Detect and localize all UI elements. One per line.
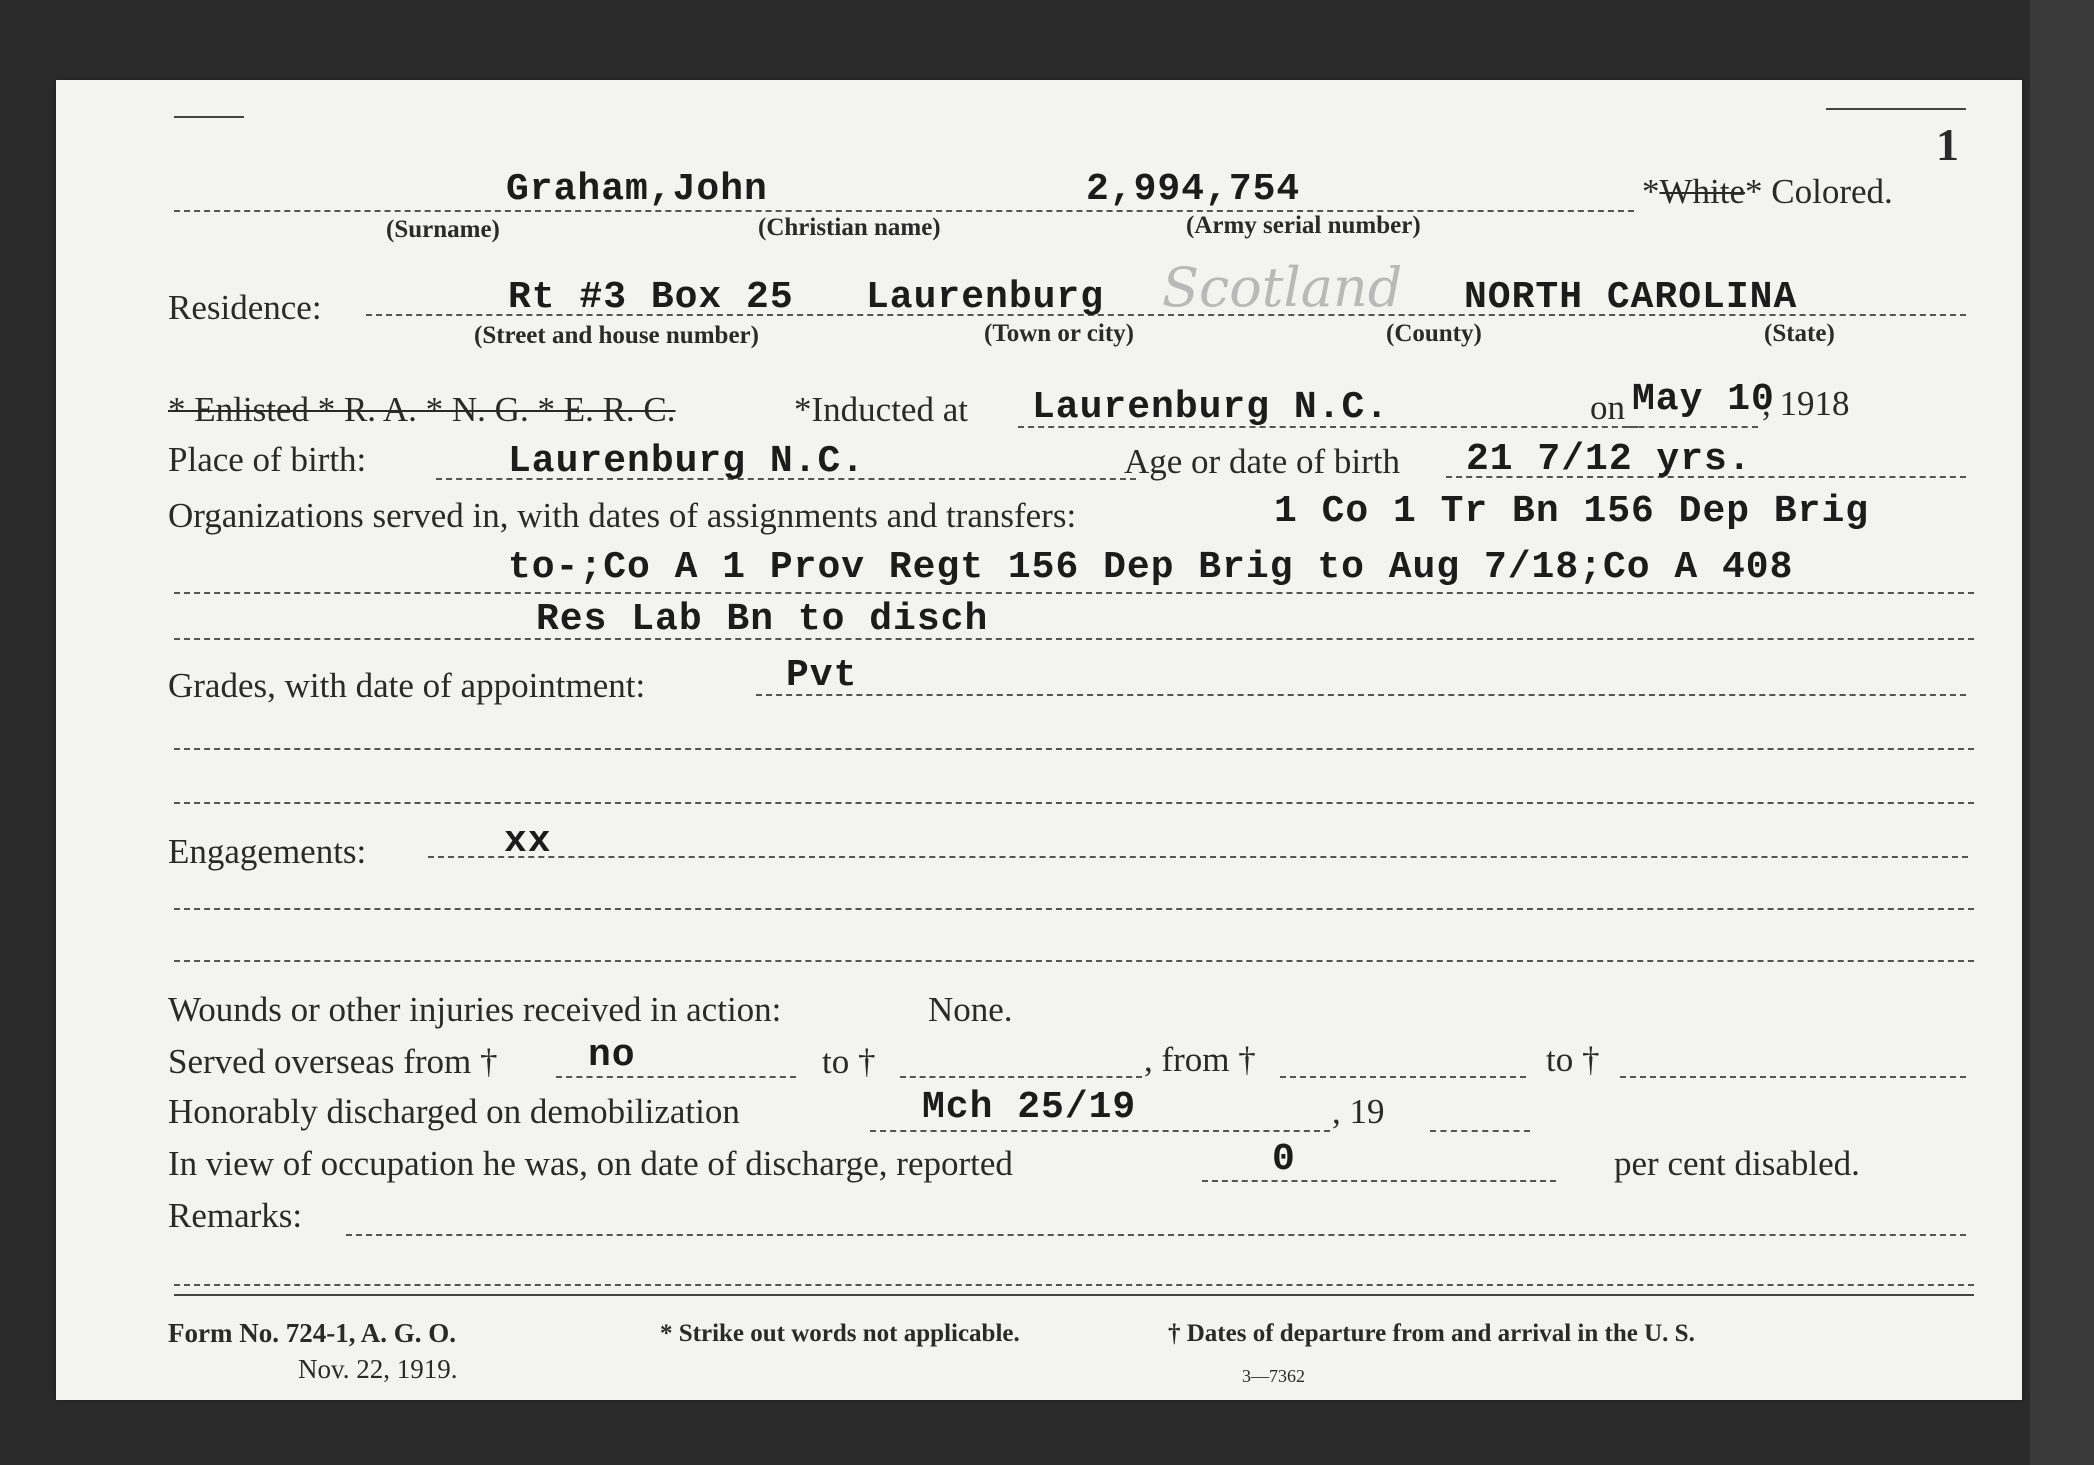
place-of-birth-value: Laurenburg N.C. [508,440,866,483]
county-handwritten-value: Scotland [1162,256,1403,319]
inducted-date-line [1628,426,1758,428]
dates-note: † Dates of departure from and arrival in the U. S. [1168,1320,1695,1347]
served-overseas-label: Served overseas from † [168,1042,498,1081]
strike-out-note: * Strike out words not applicable. [660,1320,1020,1347]
race-field [1642,172,1893,212]
street-caption: (Street and house number) [474,322,759,349]
discharge-date-value: Mch 25/19 [922,1086,1137,1129]
organizations-line3-rule [174,638,1974,640]
inducted-label: *Inducted at [794,390,968,429]
town-value: Laurenburg [866,276,1105,319]
discharge-year-label: , 19 [1332,1092,1385,1131]
card-number: 1 [1936,119,1959,170]
inducted-place-value: Laurenburg N.C. [1032,386,1390,429]
organizations-line1-value: 1 Co 1 Tr Bn 156 Dep Brig [1274,490,1870,533]
state-caption: (State) [1764,320,1835,347]
wounds-value: None. [928,990,1013,1029]
remarks-extra-line [174,1284,1974,1286]
engagements-extra-line-1 [174,908,1974,910]
organizations-line2-value: to-;Co A 1 Prov Regt 156 Dep Brig to Aug 7/18;Co A 408 [508,546,1794,589]
race-white-struck: White [1659,172,1746,211]
age-label: Age or date of birth [1124,442,1401,481]
organizations-label: Organizations served in, with dates of assignments and transfers: [168,496,1077,535]
grades-extra-line-1 [174,748,1974,750]
overseas-to-line [900,1076,1142,1078]
footer-rule [174,1294,1974,1296]
engagements-extra-line-2 [174,960,1974,962]
county-caption: (County) [1386,320,1482,347]
engagements-label: Engagements: [168,832,367,871]
engagements-value: xx [504,820,552,863]
overseas-to-label: to † [822,1042,876,1081]
overseas-from2-label: , from † [1144,1040,1256,1079]
discharge-line [870,1130,1330,1132]
disability-label: In view of occupation he was, on date of discharge, reported [168,1144,1013,1183]
serial-number-value: 2,994,754 [1086,168,1301,211]
inducted-year: , 1918 [1762,384,1850,423]
place-of-birth-label: Place of birth: [168,440,367,479]
surname-value: Graham,John [506,168,768,211]
discharge-label: Honorably discharged on demobilization [168,1092,740,1131]
remarks-label: Remarks: [168,1196,303,1235]
print-code: 3—7362 [1242,1366,1305,1386]
overseas-from-value: no [588,1034,636,1077]
disability-value: 0 [1272,1138,1296,1181]
form-number: Form No. 724-1, A. G. O. [168,1318,456,1348]
remarks-line [346,1234,1966,1236]
street-value: Rt #3 Box 25 [508,276,794,319]
overseas-from2-line [1280,1076,1526,1078]
race-prefix: * [1642,172,1660,211]
wounds-label: Wounds or other injuries received in action: [168,990,782,1029]
grades-extra-line-2 [174,802,1974,804]
organizations-line3-value: Res Lab Bn to disch [536,598,989,641]
town-caption: (Town or city) [984,320,1134,347]
disability-line [1202,1180,1556,1182]
grades-value: Pvt [786,654,858,697]
age-value: 21 7/12 yrs. [1466,438,1752,481]
race-colored: * Colored. [1745,172,1893,211]
organizations-line2-rule [174,592,1974,594]
disability-suffix: per cent disabled. [1614,1144,1860,1183]
scan-background [2030,0,2094,1465]
engagements-line [428,856,1968,858]
christian-name-caption: (Christian name) [758,214,941,241]
residence-label: Residence: [168,288,322,327]
grades-line [756,694,1966,696]
inducted-date-value: May 10 [1632,378,1775,421]
top-left-rule [174,116,244,118]
form-date: Nov. 22, 1919. [298,1354,458,1384]
enlistment-type-struck: * Enlisted * R. A. * N. G. * E. R. C. [168,390,676,429]
service-record-card [56,80,2022,1400]
top-right-rule [1826,108,1966,110]
overseas-to2-line [1620,1076,1966,1078]
on-label: on [1590,388,1625,427]
surname-caption: (Surname) [386,216,500,243]
state-value: NORTH CAROLINA [1464,276,1798,319]
overseas-to2-label: to † [1546,1040,1600,1079]
discharge-year-line [1430,1130,1530,1132]
serial-caption: (Army serial number) [1186,212,1421,239]
grades-label: Grades, with date of appointment: [168,666,646,705]
